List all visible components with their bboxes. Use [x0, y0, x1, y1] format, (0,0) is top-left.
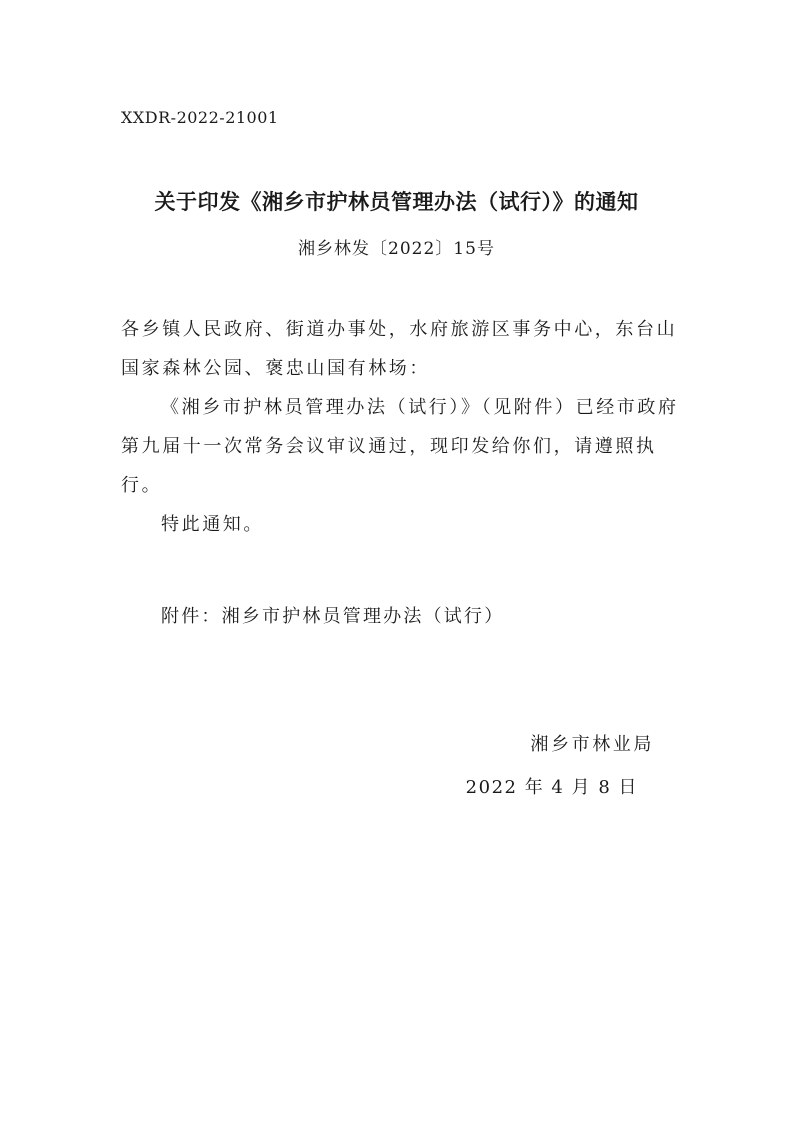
issuer-signature: 湘乡市林业局 [530, 734, 654, 755]
main-paragraph: 《湘乡市护林员管理办法（试行）》（见附件）已经市政府第九届十一次常务会议审议通过，现印发给你们，请遵照执行。 [121, 397, 679, 496]
document-code: XXDR-2022-21001 [121, 108, 279, 127]
closing-paragraph: 特此通知。 [161, 514, 264, 535]
document-number: 湘乡林发〔2022〕15号 [298, 239, 495, 259]
document-title: 关于印发《湘乡市护林员管理办法（试行）》的通知 [154, 190, 639, 214]
attachment-line: 附件：湘乡市护林员管理办法（试行） [161, 606, 505, 627]
document-body [121, 310, 681, 544]
issue-date: 2022 年 4 月 8 日 [465, 777, 638, 798]
recipients-paragraph: 各乡镇人民政府、街道办事处，水府旅游区事务中心，东台山国家森林公园、褒忠山国有林场： [121, 319, 678, 379]
